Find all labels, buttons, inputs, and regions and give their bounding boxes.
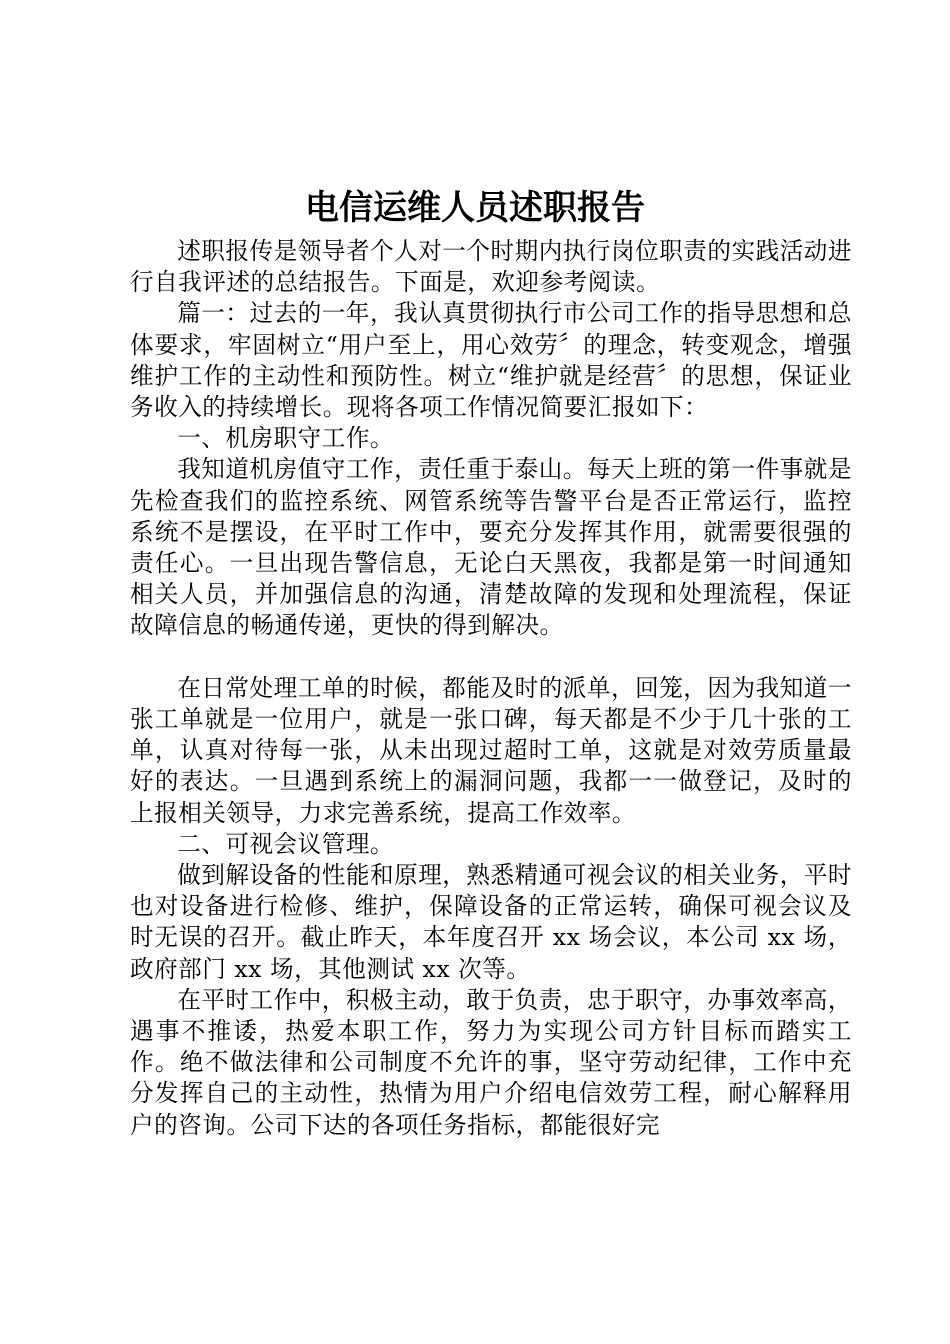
paragraph-video-conference: 做到解设备的性能和原理，熟悉精通可视会议的相关业务，平时也对设备进行检修、维护，保障设备的正常运转，确保可视会议及时无误的召开。截止昨天，本年度召开 xx 场会议，本公司 xx 场，政府部门 xx 场，其他测试 xx 次等。: [130, 861, 852, 983]
blank-line: [130, 642, 852, 673]
section-heading-video-conference: 二、可视会议管理。: [177, 829, 395, 858]
paragraph-work-attitude: 在平时工作中，积极主动，敢于负责，忠于职守，办事效率高，遇事不推诿，热爱本职工作，努力为实现公司方针目标而踏实工作。绝不做法律和公司制度不允许的事，坚守劳动纪律，工作中充分发挥自己的主动性，热情为用户介绍电信效劳工程，耐心解释用户的咨询。公司下达的各项任务指标，都能很好完: [130, 985, 852, 1139]
paragraph-work-orders: 在日常处理工单的时候，都能及时的派单，回笼，因为我知道一张工单就是一位用户，就是一张口碑，每天都是不少于几十张的工单，认真对待每一张，从未出现过超时工单，这就是对效劳质量最好的表达。一旦遇到系统上的漏洞问题，我都一一做登记，及时的上报相关领导，力求完善系统，提高工作效率。: [130, 673, 852, 827]
section-heading-server-room: 一、机房职守工作。: [177, 424, 395, 453]
paragraph-part-one: 篇一：过去的一年，我认真贯彻执行市公司工作的指导思想和总体要求，牢固树立“用户至上，用心效劳〞的理念，转变观念，增强维护工作的主动性和预防性。树立“维护就是经营〞的思想，保证业务收入的持续增长。现将各项工作情况简要汇报如下：: [130, 299, 852, 422]
document-body: [130, 236, 852, 1141]
paragraph-server-room-duty: 我知道机房值守工作，责任重于泰山。每天上班的第一件事就是先检查我们的监控系统、网管系统等告警平台是否正常运行，监控系统不是摆设，在平时工作中，要充分发挥其作用，就需要很强的责任心。一旦出现告警信息，无论白天黑夜，我都是第一时间通知相关人员，并加强信息的沟通，清楚故障的发现和处理流程，保证故障信息的畅通传递，更快的得到解决。: [130, 455, 852, 640]
paragraph-intro: 述职报传是领导者个人对一个时期内执行岗位职责的实践活动进行自我评述的总结报告。下面是，欢迎参考阅读。: [130, 237, 852, 297]
document-title: 电信运维人员述职报告: [305, 188, 645, 228]
